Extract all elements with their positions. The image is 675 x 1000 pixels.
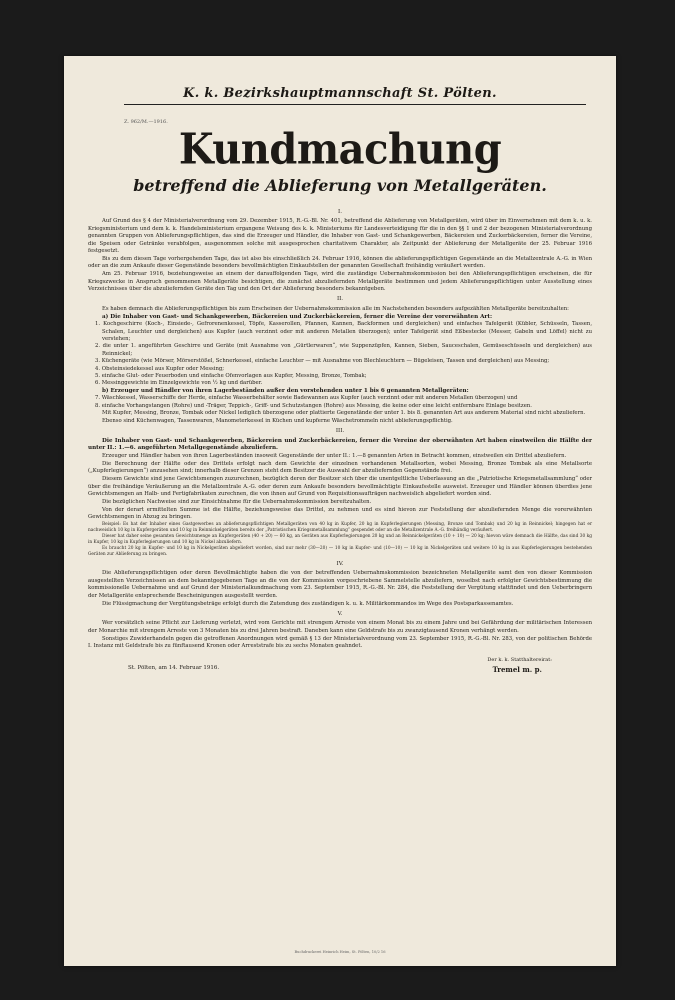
- section-number: II.: [336, 296, 344, 303]
- list-item: 2. die unter 1. angeführten Geschirre und Geräte (mit Ausnahme von „Gürtlerwaren“, wie Suppenzüpfen, Kannen, Sieben, Sauceschalen, Gemüseschüsseln und dergleichen) aus Reinnickel;: [95, 343, 592, 357]
- paragraph: Ebenso sind Küchenwagen, Tassenwaren, Manometerkessel in Küchen und kupferne Wäschetrommeln nicht ablieferungspflichtig.: [102, 417, 453, 424]
- issue-date: St. Pölten, am 14. Februar 1916.: [128, 664, 220, 671]
- paragraph: Sonstiges Zuwiderhandeln gegen die getroffenen Anordnungen wird gemäß § 13 der Ministerialverordnung vom 23. September 1915, R.-G.-Bl. Nr. 283, von der politischen Behörde I. Instanz mit Geldstrafe bis zu fünftausend Kronen oder Arreststrafe bis zu sechs Monaten geahndet.: [88, 635, 592, 650]
- header-rule: [124, 104, 586, 105]
- printer-imprint: Buchdruckerei Heinrich Heim, St. Pölten, 10/2 16: [294, 950, 386, 954]
- paragraph: Bis zu dem diesen Tage vorhergehenden Tage, das ist also bis einschließlich 24. Februar 1916, können die ablieferungspflichtigen Gegenstände an die Metallzentrale A.-G. in Wien oder an die zum Ankaufe dieser Gegenstände besonders bevollmächtigten Einkaufstellen der genannten Gesellschaft freihändig veräußert werden.: [88, 255, 592, 270]
- example-text: Beispiel: Es hat der Inhaber eines Gastgewerbes an ablieferungspflichtigen Metallgeräten von 40 kg in Kupfer, 20 kg in Kupferlegierungen (Messing, Bronze und Tombak) und 20 kg in Reinnickel; hingegen hat er nachweislich 10 kg in Kupfergeräten und 10 kg in Reinnickelgeräten bereits der „Patriotischen Kriegsmetallsammlung“ gespendet oder an die Metallzentrale A.-G. freihändig veräußert.: [88, 522, 592, 534]
- list-item: 7. Wäschkessel, Wasserschiffe der Herde, einfache Wasserbehälter sowie Badewannen aus Kupfer (auch verzinnt oder mit anderen Metallen überzogen) und: [95, 395, 518, 402]
- list-item: 4. Obsteinsiedekessel aus Kupfer oder Messing;: [95, 365, 225, 372]
- paragraph: Die Inhaber von Gast- und Schankgewerben, Bäckereien und Zuckerbäckereien, ferner die Vereine der oberwähnten Art haben einstweilen die Hälfte der unter II.: 1.—6. angeführten Metallgegenstände abzuliefern.: [88, 437, 592, 452]
- paragraph: Mit Kupfer, Messing, Bronze, Tombak oder Nickel lediglich überzogene oder plattierte Gegenstände der unter 1. bis 8. genannten Art aus anderem Material sind nicht abzuliefern.: [102, 410, 586, 417]
- issuing-authority: K. k. Bezirkshauptmannschaft St. Pölten.: [183, 86, 497, 101]
- page-title: Kundmachung: [178, 124, 502, 175]
- section-number: IV.: [336, 561, 344, 568]
- group-heading-a: a) Die Inhaber von Gast- und Schankgewerben, Bäckereien und Zuckerbäckereien, ferner die Vereine der vorerwähnten Art:: [102, 313, 493, 320]
- reference-number: Z. 962/M.—1916.: [124, 119, 168, 125]
- poster-sheet: [64, 56, 616, 966]
- list-item: 3. Küchengeräte (wie Mörser, Mörserstößel, Schnerkessel, einfache Leuchter — mit Ausnahme von Blechleuchtern — Bügeleisen, Tassen und dergleichen) aus Messing;: [95, 358, 550, 365]
- group-heading-b: b) Erzeuger und Händler von ihren Lagerbeständen außer den vorstehenden unter 1 bis 6 genannten Metallgeräten:: [102, 387, 469, 394]
- paragraph: Am 25. Februar 1916, beziehungsweise an einem der darauffolgenden Tage, wird die zuständige Uebernahmskommission bei den Ablieferungspflichtigen erscheinen, die für Kriegszwecke in Anspruch genommenen Metallgeräte besichtigen, die zunächst abzuliefernden Metallgeräte bestimmen und jedem Ablieferungspflichtigen unter Ausstellung eines Verzeichnisses über die abzuliefernden Geräte den Tag und den Ort der Ablieferung besonders bekanntgeben.: [88, 271, 592, 293]
- list-item: 6. Messinggewichte im Einzelgewichte von ½ kg und darüber.: [95, 380, 263, 387]
- paragraph: Von der derart ermittelten Summe ist die Hälfte, beziehungsweise das Drittel, zu nehmen und es sind hievon zur Feststellung der abzuliefernden Menge die vorerwähnten Gewichtsmengen in Abzug zu bringen.: [88, 506, 592, 521]
- paragraph: Wer vorsätzlich seine Pflicht zur Lieferung verletzt, wird vom Gerichte mit strengem Arreste von einem Monat bis zu einem Jahre und bei Gefährdung der militärischen Interessen der Monarchie mit strengem Arreste von 3 Monaten bis zu drei Jahren bestraft. Daneben kann eine Geldstrafe bis zu zwanzigtausend Kronen verhängt werden.: [88, 620, 592, 634]
- paragraph: Auf Grund des § 4 der Ministerialverordnung vom 29. Dezember 1915, R.-G.-Bl. Nr. 401, betreffend die Ablieferung von Metallgeräten, wird über im Einvernehmen mit dem k. u. k. Kriegsministerium und dem k. k. Handelsministerium ergangene Weisung des k. k. Ministeriums für Landesverteidigung für die in den §§ 1 und 2 der bezogenen Ministerialverordnung genannten Gruppen von Ablieferungspflichtigen, das sind die Erzeuger und Händler, die Inhaber von Gast- und Schankgewerben, Bäckereien und Zuckerbäckereien, ferner die Vereine, die Speisen oder Getränke verabfolgen, ausgenommen solche mit ausgesprochen charitativem Charakter, als Zeitpunkt der Ablieferung der Metallgeräte der 25. Februar 1916 festgesetzt.: [88, 218, 592, 255]
- paragraph: Diesem Gewichte sind jene Gewichtsmengen zuzurechnen, bezüglich deren der Besitzer sich über die unentgeltliche Ueberlassung an die „Patriotische Kriegsmetallsammlung“ oder über die freihändige Veräußerung an die Metallzentrale A.-G. oder deren zum Ankaufe besonders bevollmächtigte Einkaufsstelle ausweist. Erzeuger und Händler können überdies jene Gewichtsmengen an Halb- und Fertigfabrikaten zurechnen, die von ihnen auf Grund von Requisitionsaufträgen nachweislich abgeliefert worden sind.: [88, 476, 592, 498]
- paragraph: Die Ablieferungspflichtigen oder deren Bevollmächtigte haben die von der betreffenden Uebernahmskommission bezeichneten Metallgeräte samt den von dieser Kommission ausgestellten Verzeichnissen an dem bekanntgegebenen Tage an die von der Kommission vorgeschriebene Sammelstelle abzuliefern, woselbst nach erfolgter Gewichtsbestimmung die kommissionelle Uebernahme und auf Grund der Ministerialkundmachung vom 23. September 1915, R.-G.-Bl. Nr. 284, die Feststellung der Vergütung stattfindet und den Ueberbringern der Metallgeräte entsprechende Bescheinigungen ausgestellt werden.: [88, 570, 592, 599]
- example-text: Es braucht 20 kg in Kupfer- und 10 kg in Nickelgeräten abgeliefert worden, sind nur mehr (30—20) — 10 kg in Kupfer- und (10—10) — 10 kg in Nickelgeräten und weitere 10 kg in aus Kupferlegierungen bestehenden Geräten zur Ablieferung zu bringen.: [88, 546, 592, 558]
- paragraph: Es haben demnach die Ablieferungspflichtigen bis zum Erscheinen der Uebernahmskommission alle im Nachstehenden besonders aufgezählten Metallgeräte bereitzuhalten:: [102, 305, 569, 312]
- signature-block: [88, 657, 592, 679]
- list-item: 1. Kochgeschirre (Koch-, Einsiede-, Gefrorenenkessel, Töpfe, Kasserollen, Pfannen, Kannen, Backformen und dergleichen) und einfaches Tafelgerät (Kübler, Schüsseln, Tassen, Schalen, Leuchter und dergleichen) aus Kupfer (auch verzinnt oder mit anderen Metallen überzogen); unter Tafelgerät sind Eßbestecke (Messer, Gabeln und Löffel) nicht zu verstehen;: [95, 321, 592, 342]
- list-item: 5. einfache Glut- oder Feuerboden und einfache Ofenvorlagen aus Kupfer, Messing, Bronze, Tombak;: [95, 373, 367, 380]
- paragraph: Erzeuger und Händler haben von ihren Lagerbeständen insoweit Gegenstände der unter II.: 1.—8 genannten Arten in Betracht kommen, einstweilen ein Drittel abzuliefern.: [102, 453, 567, 460]
- section-number: III.: [335, 428, 345, 435]
- paragraph: Die Flüssigmachung der Vergütungsbeträge erfolgt durch die Zutendung des zuständigen k. u. k. Militärkommandos im Wege des Postsparkassenamtes.: [102, 600, 514, 607]
- document-body: [88, 206, 592, 926]
- example-text: Dieser hat daher seine gesamten Gewichtsmenge an Kupfergeräten (40 + 20) — 60 kg, an Geräten aus Kupferlegierungen 20 kg und an Reinnickelgeräten (10 + 10) — 20 kg; hievon wäre demnach die Hälfte, das sind 30 kg in Kupfer, 10 kg in Kupferlegierungen und 10 kg in Nickel abzuliefern.: [88, 534, 592, 546]
- signatory-title: Der k. k. Statthaltereirat:: [487, 656, 552, 663]
- list-item: 8. einfache Vorhangstangen (Rohre) und -Träger, Teppich-, Griff- und Schutzstangen (Rohre) aus Messing, die keine oder eine leicht entfernbare Einlage besitzen.: [95, 402, 532, 409]
- paragraph: Die bezüglichen Nachweise sind zur Einsichtnahme für die Uebernahmskommission bereitzuhalten.: [102, 499, 372, 506]
- page-subtitle: betreffend die Ablieferung von Metallgeräten.: [133, 176, 547, 195]
- signatory-name: Tremel m. p.: [492, 664, 542, 674]
- section-number: V.: [337, 610, 343, 617]
- paragraph: Die Berechnung der Hälfte oder des Drittels erfolgt nach dem Gewichte der einzelnen vorhandenen Metallsorten, wobei Messing, Bronze Tombak als eine Metallsorte („Kupferlegierungen“) anzusehen sind; innerhalb dieser Grenzen steht dem Besitzer die Auswahl der abzuliefernden Gegenstände frei.: [88, 461, 592, 475]
- section-number: I.: [338, 209, 342, 215]
